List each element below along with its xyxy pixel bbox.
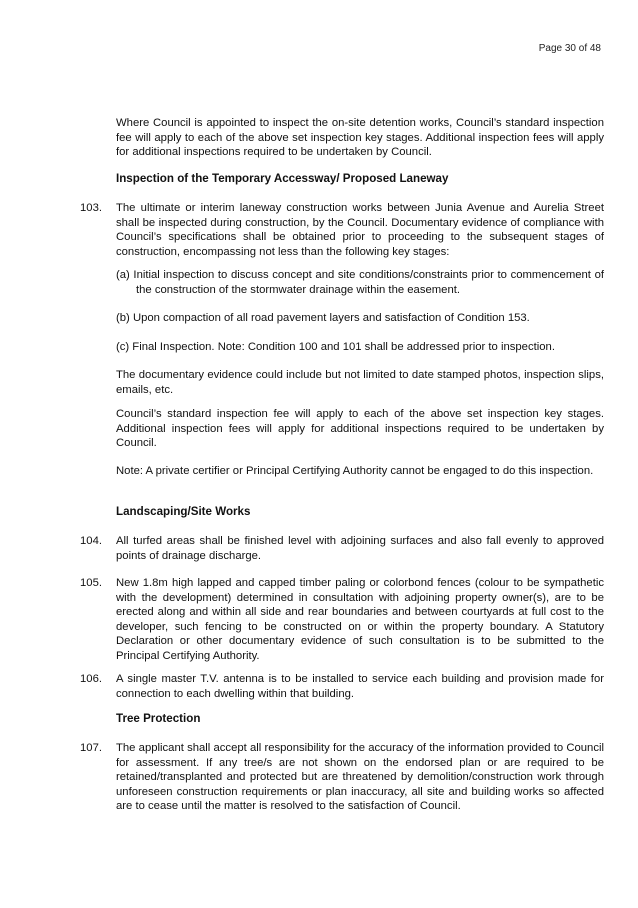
clause-103-item-b: (b) Upon compaction of all road pavement layers and satisfaction of Condition 153. bbox=[116, 312, 530, 324]
clause-103-item-a: (a) Initial inspection to discuss concept and site conditions/constraints prior to commencement of the construction of the stormwater drainage within the easement. bbox=[116, 269, 604, 296]
clause-103-item-c: (c) Final Inspection. Note: Condition 100 and 101 shall be addressed prior to inspection. bbox=[116, 341, 555, 353]
page-number: Page 30 of 48 bbox=[538, 43, 601, 54]
section-heading-landscaping: Landscaping/Site Works bbox=[116, 505, 251, 518]
clause-number-104: 104. bbox=[80, 535, 102, 547]
clause-number-107: 107. bbox=[80, 742, 102, 754]
clause-103-text: The ultimate or interim laneway construction works between Junia Avenue and Aurelia Street shall be inspected during construction, by the Council. Documentary evidence of compliance with Council’s specifications shall be obtained prior to proceeding to the subsequent stages of construction, encompassing not less than the following key stages: bbox=[116, 202, 604, 258]
clause-107-text: The applicant shall accept all responsibility for the accuracy of the information provided to Council for assessment. If any tree/s are not shown on the endorsed plan or are required to be retained/transplanted and protected but are threatened by demolition/construction work through unforeseen construction requirements or plan inaccuracy, all site and building works so affected are to cease until the matter is resolved to the satisfaction of Council. bbox=[116, 742, 604, 813]
clause-number-103: 103. bbox=[80, 202, 102, 214]
clause-103-evidence: The documentary evidence could include but not limited to date stamped photos, inspection slips, emails, etc. bbox=[116, 369, 604, 396]
clause-103-fee: Council’s standard inspection fee will apply to each of the above set inspection key stages. Additional inspection fees will apply for additional inspections required to be undertaken by Council. bbox=[116, 408, 604, 450]
clause-106-text: A single master T.V. antenna is to be installed to service each building and provision made for connection to each dwelling within that building. bbox=[116, 673, 604, 700]
clause-105-text: New 1.8m high lapped and capped timber paling or colorbond fences (colour to be sympathetic with the development) determined in consultation with adjoining property owner(s), are to be erected along and within all side and rear boundaries and between courtyards at full cost to the developer, such fencing to be constructed on or within the property boundary. A Statutory Declaration or other documentary evidence of such consultation is to be submitted to the Principal Certifying Authority. bbox=[116, 577, 604, 662]
section-heading-laneway: Inspection of the Temporary Accessway/ Proposed Laneway bbox=[116, 172, 449, 185]
intro-paragraph: Where Council is appointed to inspect the on-site detention works, Council’s standard inspection fee will apply to each of the above set inspection key stages. Additional inspection fees will apply for additional inspections required to be undertaken by Council. bbox=[116, 117, 604, 159]
section-heading-tree-protection: Tree Protection bbox=[116, 712, 201, 725]
clause-103-note: Note: A private certifier or Principal Certifying Authority cannot be engaged to do this inspection. bbox=[116, 465, 594, 477]
clause-number-105: 105. bbox=[80, 577, 102, 589]
clause-104-text: All turfed areas shall be finished level with adjoining surfaces and also fall evenly to approved points of drainage discharge. bbox=[116, 535, 604, 562]
clause-number-106: 106. bbox=[80, 673, 102, 685]
